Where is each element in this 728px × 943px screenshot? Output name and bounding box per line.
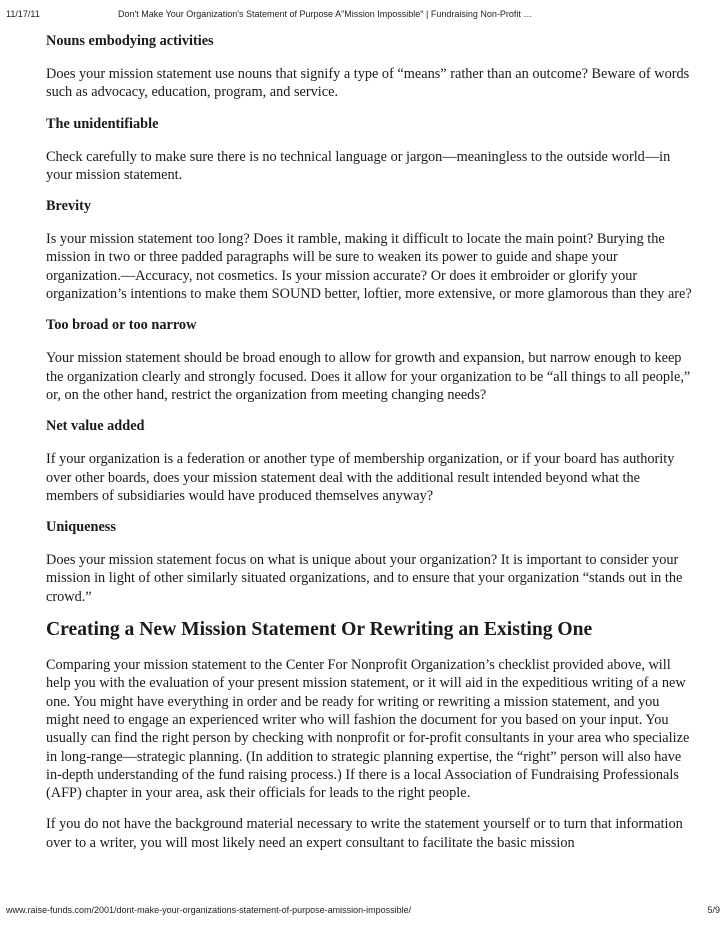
section-heading: Nouns embodying activities bbox=[46, 33, 214, 49]
article-content bbox=[46, 32, 694, 865]
section-heading: Too broad or too narrow bbox=[46, 317, 197, 334]
section-paragraph: Check carefully to make sure there is no technical language or jargon—meaningless to the outside world—in your mission statement. bbox=[46, 148, 671, 183]
main-paragraph: If you do not have the background material necessary to write the statement yourself or to turn that information over to a writer, you will most likely need an expert consultant to facilitate the basic mission bbox=[46, 816, 683, 851]
section-paragraph: Is your mission statement too long? Does it ramble, making it difficult to locate the main point? Burying the mission in two or three padded paragraphs will be sure to weaken its power to guide and shape your organization.—Accuracy, not cosmetics. Is your mission accurate? Or does it embroider or glorify your organization’s intentions to make them SOUND better, loftier, more extensive, or more glamorous than they are? bbox=[46, 231, 692, 303]
print-footer bbox=[6, 905, 720, 919]
section-paragraph: Does your mission statement focus on what is unique about your organization? It is important to consider your mission in light of other similarly situated organizations, and to ensure that your organization “stands out in the crowd.” bbox=[46, 552, 683, 605]
section-heading: The unidentifiable bbox=[46, 115, 159, 132]
section-heading: Brevity bbox=[46, 198, 91, 215]
section-unidentifiable bbox=[46, 115, 694, 185]
page-title: Don't Make Your Organization's Statement of Purpose A"Mission Impossible" | Fundraising Non-Profit … bbox=[118, 9, 533, 19]
section-uniqueness bbox=[46, 518, 694, 606]
page-number: 5/9 bbox=[707, 905, 720, 915]
section-broad-narrow bbox=[46, 316, 694, 404]
section-nouns bbox=[46, 32, 694, 102]
section-heading: Uniqueness bbox=[46, 519, 116, 536]
section-paragraph: Your mission statement should be broad enough to allow for growth and expansion, but narrow enough to keep the organization clearly and strongly focused. Does it allow for your organization to be “all things to all people,” or, on the other hand, restrict the organization from meeting changing needs? bbox=[46, 350, 691, 403]
section-net-value bbox=[46, 417, 694, 505]
section-paragraph: If your organization is a federation or another type of membership organization, or if your board has authority over other boards, does your mission statement deal with the additional result intended beyond what the members of subsidiaries would have produced themselves anyway? bbox=[46, 451, 675, 504]
page-url: www.raise-funds.com/2001/dont-make-your-organizations-statement-of-purpose-amission-impossible/ bbox=[6, 905, 412, 915]
main-section-heading: Creating a New Mission Statement Or Rewriting an Existing One bbox=[46, 619, 593, 641]
print-header bbox=[6, 6, 720, 20]
section-heading: Net value added bbox=[46, 418, 145, 435]
main-paragraph: Comparing your mission statement to the Center For Nonprofit Organization’s checklist provided above, will help you with the evaluation of your present mission statement, or it will aid in the expeditious writing of a new one. You might have everything in order and be ready for writing or rewriting a mission statement, and you might need to engage an experienced writer who will fashion the document for you based on your input. You usually can find the right person by checking with nonprofit or for-profit consultants in your area who specialize in long-range—strategic planning. (In addition to strategic planning expertise, the “right” person will also have in-depth understanding of the fund raising process.) If there is a local Association of Fundraising Professionals (AFP) chapter in your area, ask their officials for leads to the right people. bbox=[46, 657, 690, 802]
print-date: 11/17/11 bbox=[6, 9, 40, 19]
section-paragraph: Does your mission statement use nouns that signify a type of “means” rather than an outcome? Beware of words such as advocacy, education, program, and service. bbox=[46, 66, 690, 101]
section-brevity bbox=[46, 197, 694, 303]
